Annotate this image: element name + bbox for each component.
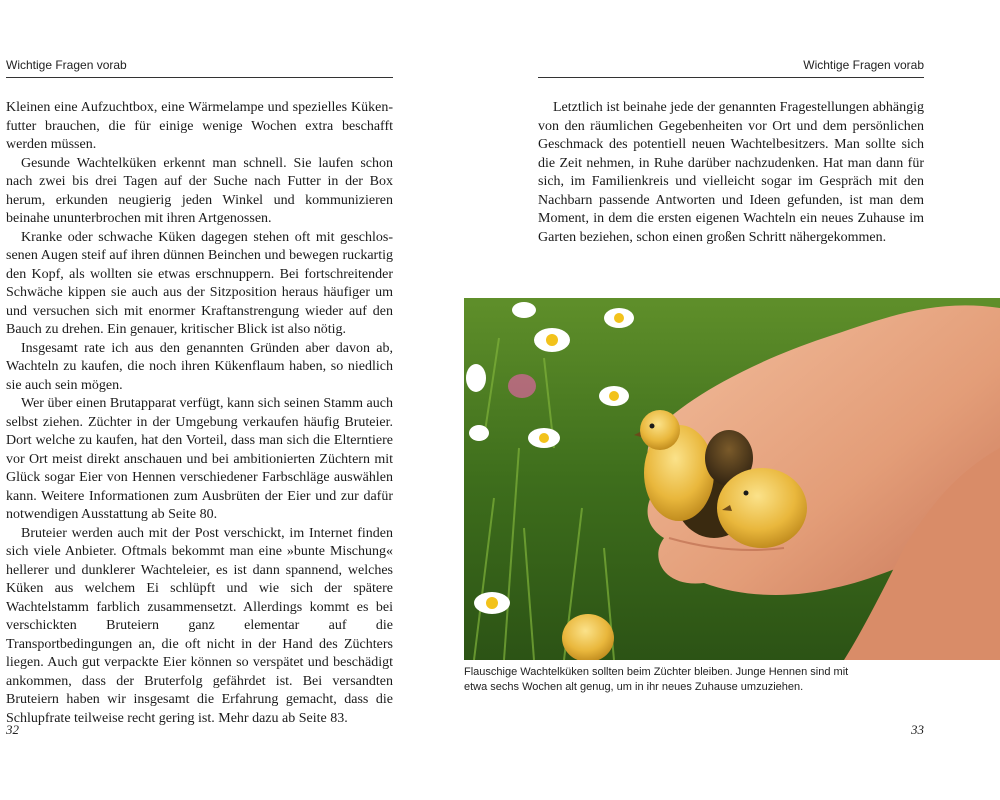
header-rule xyxy=(538,77,924,78)
running-head: Wichtige Fragen vorab xyxy=(803,58,924,72)
paragraph: Gesunde Wachtelküken erkennt man schnell. Sie laufen schon nach zwei bis drei Tagen auf der Suche nach Futter in der Box herum, erkunden neugierig jeden Winkel und kommunizieren beinahe ununterbrochen mit ihren Artgenossen. xyxy=(6,155,393,226)
paragraph: Insgesamt rate ich aus den genannten Gründen aber davon ab, Wachteln zu kaufen, die noch ihren Kükenflaum haben, so niedlich sie auch sein mögen. xyxy=(6,340,393,393)
photo-chicks-in-hands xyxy=(464,298,1000,660)
paragraph: Kleinen eine Aufzuchtbox, eine Wärmelampe und spezielles Kükenfutter brauchen, die für einige wenige Wochen extra beschafft werden müssen. xyxy=(6,100,393,152)
photo-caption: Flauschige Wachtelküken sollten beim Züchter bleiben. Junge Hennen sind mit etwa sechs Wochen alt genug, um in ihr neues Zuhause umzuziehen. xyxy=(464,666,849,693)
right-page xyxy=(464,0,1000,800)
header-rule xyxy=(6,77,393,78)
body-text xyxy=(6,99,393,728)
paragraph: Kranke oder schwache Küken dagegen stehen oft mit geschlossenen Augen steif auf ihren dünnen Beinchen und bewegen ruckartig den Kopf, als wollten sie etwas erschnuppern. Bei fortschreitender Schwäche kippen sie auch aus der Sitzposition heraus häufiger um und versuchen sich mit enormer Kraftanstrengung wieder auf den Bauch zu drehen. Ein genauer, kritischer Blick ist also nötig. xyxy=(6,229,393,337)
paragraph: Bruteier werden auch mit der Post verschickt, im Internet finden sich viele Anbieter. Oftmals bekommt man eine »bunte Mischung« hellerer und dunklerer Wachteleier, es ist dann spannend, welches Küken aus welchem Ei schlüpft und wie sich der spätere Wachtelstamm farblich zusammensetzt. Allerdings kommt es bei verschickten Bruteiern ganz elementar auf die Transportbedingungen an, die oft nicht in der Hand des Züchters liegen. Auch gut verpackte Eier können so verspätet und beschädigt ankommen, dass der Bruterfolg gefährdet ist. Bei versandten Bruteiern haben wir insgesamt die Erfahrung gemacht, dass die Schlupfrate teilweise recht gering ist. Mehr dazu ab Seite 83. xyxy=(6,525,393,726)
body-text xyxy=(538,99,924,247)
paragraph: Wer über einen Brutapparat verfügt, kann sich seinen Stamm auch selbst ziehen. Züchter in der Umgebung verkaufen häufig Bruteier. Dort welche zu kaufen, hat den Vorteil, dass man sich die Elterntiere vor Ort meist direkt anschauen und bei ambitionierten Züchtern mit Glück sogar Eier von Hennen verschiedener Farbschläge auswählen kann. Weitere Informationen zum Ausbrüten der Eier und zur dafür notwendigen Ausstattung ab Seite 80. xyxy=(6,396,393,522)
paragraph: Letztlich ist beinahe jede der genannten Fragestellungen abhängig von den räumlichen Gegebenheiten vor Ort und dem persönlichen Geschmack des potentiell neuen Wachtelbesitzers. Man sollte sich die Zeit nehmen, in Ruhe darüber nachzudenken. Hat man dann für sich, im Familienkreis und vielleicht sogar im Gespräch mit den Nachbarn passende Antworten und Ideen gefunden, ist man dem Moment, in dem die ersten eigenen Wachteln ein neues Zuhause im Garten beziehen, schon einen großen Schritt nähergekommen. xyxy=(538,100,924,245)
page-number: 33 xyxy=(911,722,924,737)
running-head: Wichtige Fragen vorab xyxy=(6,58,127,72)
page-number: 32 xyxy=(6,722,19,737)
